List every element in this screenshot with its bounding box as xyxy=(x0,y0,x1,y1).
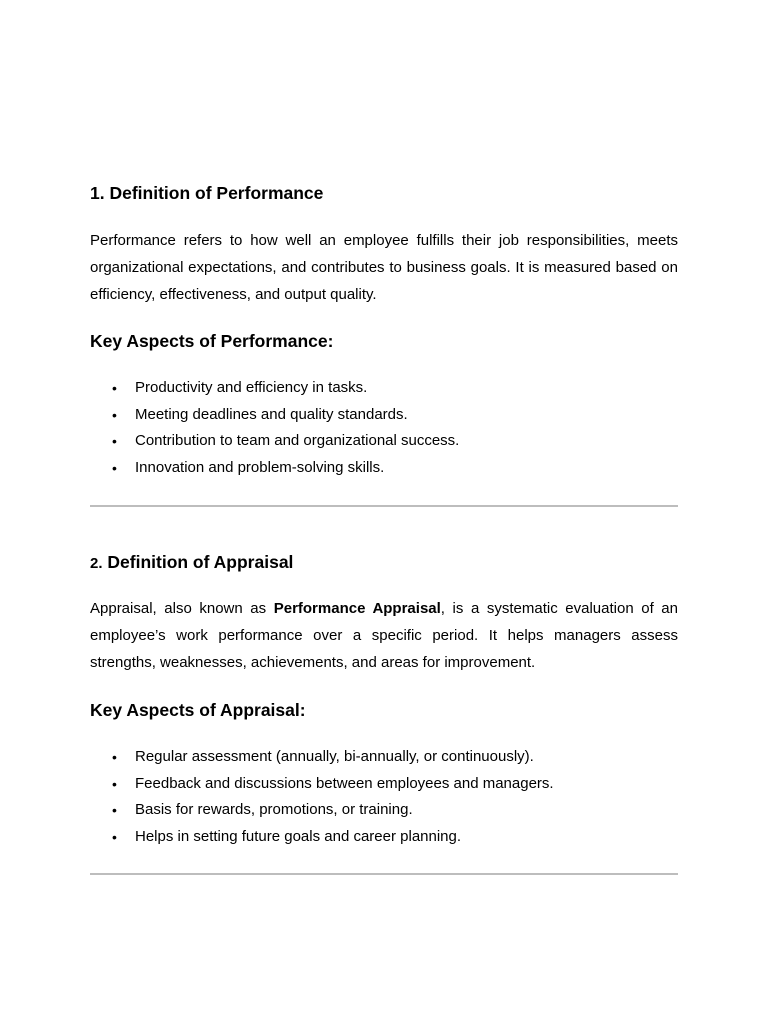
section-1-paragraph-block xyxy=(90,227,678,308)
list-item xyxy=(90,402,678,429)
section-1-bullet-list xyxy=(90,375,678,482)
list-item xyxy=(90,375,678,402)
section-2-subheading: Key Aspects of Appraisal: xyxy=(90,700,306,720)
section-2-heading-number: 2. xyxy=(90,555,103,572)
section-2-paragraph xyxy=(90,595,678,676)
bullet-icon: • xyxy=(112,802,117,819)
list-item-text: Regular assessment (annually, bi-annually, or continuously). xyxy=(135,748,534,765)
section-1-heading-block xyxy=(90,182,678,204)
section-1-heading-number: 1. xyxy=(90,183,105,203)
section-2-paragraph-bold-term: Performance Appraisal xyxy=(273,600,441,617)
bullet-icon: • xyxy=(112,749,117,765)
bullet-icon: • xyxy=(112,380,117,396)
list-item-text: Productivity and efficiency in tasks. xyxy=(135,379,368,396)
section-1-paragraph: Performance refers to how well an employee fulfills their job responsibilities, meets organizational expectations, and contributes to business goals. It is measured based on efficiency, effectiveness, and output quality. xyxy=(90,232,678,303)
bullet-icon: • xyxy=(112,433,117,450)
bullet-icon: • xyxy=(112,460,117,477)
section-2-bullet-list-block xyxy=(90,744,678,851)
list-item xyxy=(90,797,678,824)
bullet-icon: • xyxy=(112,829,117,846)
list-item-text: Meeting deadlines and quality standards. xyxy=(135,405,408,423)
list-item-text: Contribution to team and organizational success. xyxy=(135,432,460,450)
section-1-bullet-list-block xyxy=(90,375,678,482)
list-item-text: Basis for rewards, promotions, or training. xyxy=(135,801,413,819)
list-item-text: Feedback and discussions between employees and managers. xyxy=(135,774,554,792)
section-2-paragraph-end: , is a systematic evaluation of an employee’s work performance over a specific period. It helps managers assess strengths, weaknesses, achievements, and areas for improvement. xyxy=(90,600,678,671)
section-1-heading xyxy=(90,182,678,204)
list-item xyxy=(90,455,678,482)
section-1-heading-title: Definition of Performance xyxy=(109,183,324,203)
section-divider xyxy=(90,873,678,875)
bullet-icon: • xyxy=(112,406,117,423)
list-item-text: Innovation and problem-solving skills. xyxy=(135,459,385,477)
section-divider xyxy=(90,505,678,507)
list-item-text: Helps in setting future goals and career planning. xyxy=(135,828,462,846)
section-1-subheading-block xyxy=(90,330,678,352)
section-2-heading-block xyxy=(90,551,678,575)
section-2-subheading-block xyxy=(90,699,678,721)
section-2-bullet-list xyxy=(90,744,678,851)
section-1-subheading: Key Aspects of Performance: xyxy=(90,331,334,351)
list-item xyxy=(90,744,678,771)
list-item xyxy=(90,428,678,455)
section-2-heading-title: Definition of Appraisal xyxy=(107,552,294,572)
section-2-paragraph-block xyxy=(90,595,678,676)
list-item xyxy=(90,824,678,851)
list-item xyxy=(90,771,678,798)
section-2-paragraph-start: Appraisal, also known as xyxy=(90,600,274,617)
bullet-icon: • xyxy=(112,775,117,792)
section-2-heading xyxy=(90,551,678,575)
